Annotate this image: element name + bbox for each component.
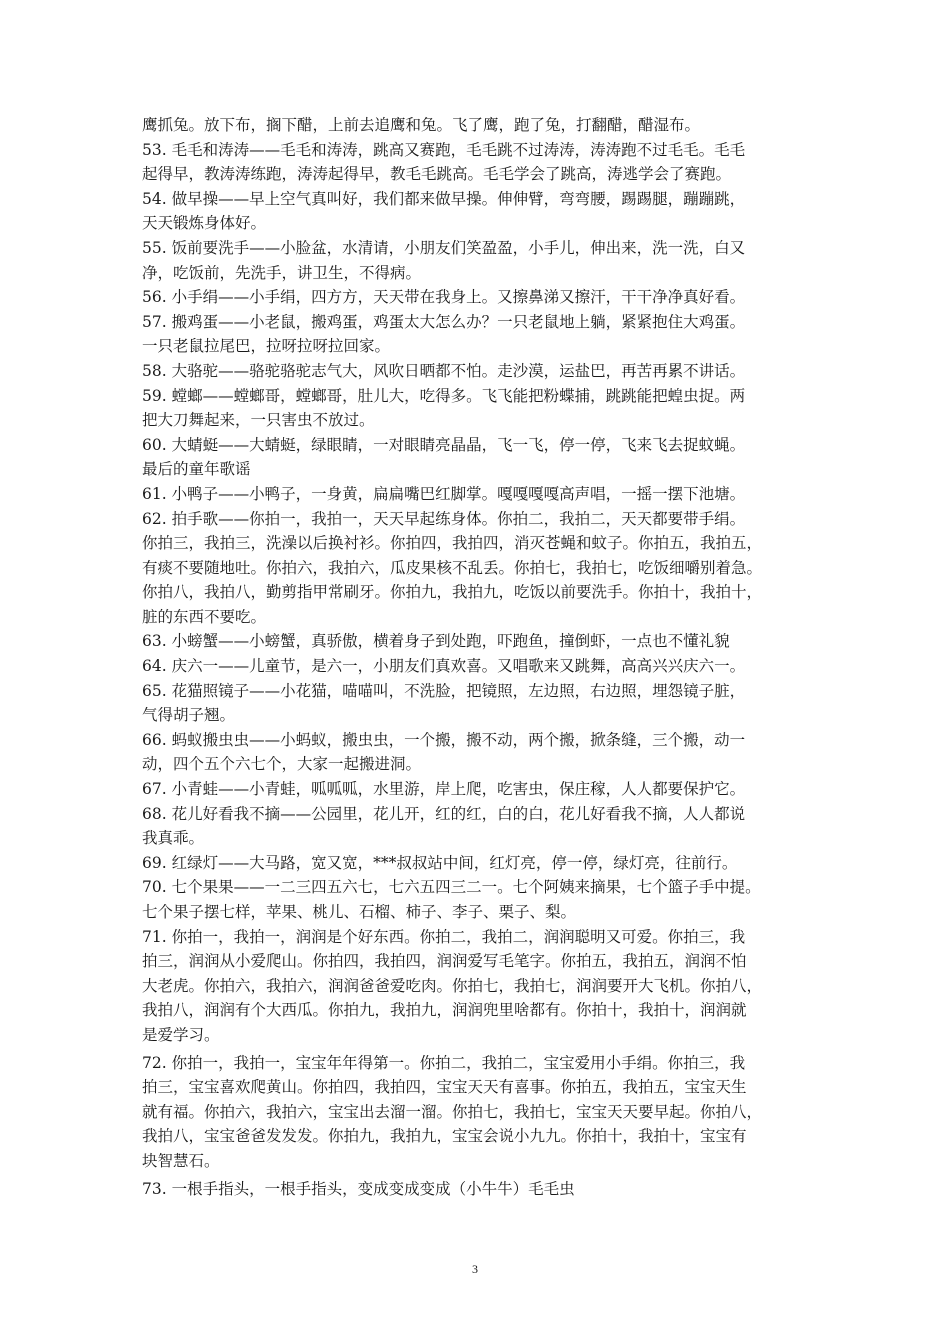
text-line: 脏的东西不要吃。 [142, 607, 267, 626]
text-line: 68. 花儿好看我不摘——公园里，花儿开，红的红，白的白，花儿好看我不摘，人人都说 [142, 804, 746, 823]
text-line: 一只老鼠拉尾巴，拉呀拉呀拉回家。 [142, 337, 391, 356]
text-line: 拍三，宝宝喜欢爬黄山。你拍四，我拍四，宝宝天天有喜事。你拍五，我拍五，宝宝天生 [142, 1078, 747, 1097]
text-line: 70. 七个果果——一二三四五六七，七六五四三二一。七个阿姨来摘果，七个篮子手中提。 [142, 878, 761, 897]
document-body [142, 113, 812, 1201]
text-line: 块智慧石。 [142, 1151, 220, 1170]
text-line: 起得早，教涛涛练跑，涛涛起得早，教毛毛跳高。毛毛学会了跳高，涛逃学会了赛跑。 [142, 165, 732, 184]
text-line: 鹰抓兔。放下布，搁下醋，上前去追鹰和兔。飞了鹰，跑了兔，打翻醋，醋湿布。 [142, 116, 701, 134]
text-line: 拍三，润润从小爱爬山。你拍四，我拍四，润润爱写毛笔字。你拍五，我拍五，润润不怕 [142, 952, 747, 971]
text-line: 56. 小手绢——小手绢，四方方，天天带在我身上。又擦鼻涕又擦汗，干干净净真好看。 [142, 288, 746, 307]
text-line: 天天锻炼身体好。 [142, 214, 267, 233]
text-line: 我拍八，润润有个大西瓜。你拍九，我拍九，润润兜里啥都有。你拍十，我拍十，润润就 [142, 1001, 747, 1020]
text-line: 就有福。你拍六，我拍六，宝宝出去溜一溜。你拍七，我拍七，宝宝天天要早起。你拍八， [142, 1102, 763, 1121]
text-line: 61. 小鸭子——小鸭子，一身黄，扁扁嘴巴红脚掌。嘎嘎嘎嘎高声唱，一摇一摆下池塘。 [142, 484, 746, 503]
text-line: 58. 大骆驼——骆驼骆驼志气大，风吹日晒都不怕。走沙漠，运盐巴，再苦再累不讲话。 [142, 361, 746, 380]
text-line: 63. 小螃蟹——小螃蟹，真骄傲，横着身子到处跑，吓跑鱼，撞倒虾，一点也不懂礼貌 [142, 632, 730, 651]
text-line: 你拍三，我拍三，洗澡以后换衬衫。你拍四，我拍四，消灭苍蝇和蚊子。你拍五，我拍五， [142, 534, 763, 553]
text-line: 我真乖。 [142, 829, 205, 848]
text-line: 65. 花猫照镜子——小花猫，喵喵叫，不洗脸，把镜照，左边照，右边照，埋怨镜子脏， [142, 681, 746, 700]
text-line: 62. 拍手歌——你拍一，我拍一，天天早起练身体。你拍二，我拍二，天天都要带手绢。 [142, 509, 746, 528]
text-line: 把大刀舞起来，一只害虫不放过。 [142, 411, 375, 430]
text-line: 69. 红绿灯——大马路，宽又宽，***叔叔站中间，红灯亮，停一停，绿灯亮，往前行。 [142, 853, 738, 872]
page-number: 3 [472, 1262, 478, 1276]
text-line: 60. 大蜻蜓——大蜻蜓，绿眼睛，一对眼睛亮晶晶，飞一飞，停一停，飞来飞去捉蚊蝇。 [142, 435, 746, 454]
text-line: 七个果子摆七样，苹果、桃儿、石榴、柿子、李子、栗子、梨。 [142, 903, 577, 921]
text-line: 你拍八，我拍八，勤剪指甲常刷牙。你拍九，我拍九，吃饭以前要洗手。你拍十，我拍十， [142, 583, 763, 602]
text-line: 73. 一根手指头，一根手指头，变成变成变成（小牛牛）毛毛虫 [142, 1179, 575, 1198]
text-line: 我拍八，宝宝爸爸发发发。你拍九，我拍九，宝宝会说小九九。你拍十，我拍十，宝宝有 [142, 1127, 747, 1146]
text-line: 动，四个五个六七个，大家一起搬进洞。 [142, 755, 422, 774]
text-line: 53. 毛毛和涛涛——毛毛和涛涛，跳高又赛跑，毛毛跳不过涛涛，涛涛跑不过毛毛。毛毛 [142, 140, 746, 159]
text-line: 大老虎。你拍六，我拍六，润润爸爸爱吃肉。你拍七，我拍七，润润要开大飞机。你拍八， [142, 976, 763, 995]
text-line: 71. 你拍一，我拍一，润润是个好东西。你拍二，我拍二，润润聪明又可爱。你拍三，我 [142, 927, 746, 946]
text-line: 72. 你拍一，我拍一，宝宝年年得第一。你拍二，我拍二，宝宝爱用小手绢。你拍三，我 [142, 1053, 746, 1072]
text-line: 55. 饭前要洗手——小脸盆，水清请，小朋友们笑盈盈，小手儿，伸出来，洗一洗，白又 [142, 238, 746, 257]
text-line: 气得胡子翘。 [142, 706, 236, 725]
text-line: 是爱学习。 [142, 1025, 220, 1044]
text-line: 57. 搬鸡蛋——小老鼠，搬鸡蛋，鸡蛋太大怎么办？一只老鼠地上躺，紧紧抱住大鸡蛋。 [142, 312, 746, 331]
text-line: 54. 做早操——早上空气真叫好，我们都来做早操。伸伸臂，弯弯腰，踢踢腿，蹦蹦跳， [142, 189, 746, 208]
text-line: 59. 螳螂——螳螂哥，螳螂哥，肚儿大，吃得多。飞飞能把粉蝶捕，跳跳能把蝗虫捉。两 [142, 386, 746, 405]
text-line: 64. 庆六一——儿童节，是六一，小朋友们真欢喜。又唱歌来又跳舞，高高兴兴庆六一。 [142, 657, 746, 676]
text-line: 66. 蚂蚁搬虫虫——小蚂蚁，搬虫虫，一个搬，搬不动，两个搬，掀条缝，三个搬，动一 [142, 730, 746, 749]
text-line: 有痰不要随地吐。你拍六，我拍六，瓜皮果核不乱丢。你拍七，我拍七，吃饭细嚼别着急。 [142, 558, 763, 577]
text-line: 67. 小青蛙——小青蛙，呱呱呱，水里游，岸上爬，吃害虫，保庄稼，人人都要保护它。 [142, 780, 746, 799]
text-line: 净，吃饭前，先洗手，讲卫生，不得病。 [142, 263, 422, 282]
text-line: 最后的童年歌谣 [142, 460, 251, 479]
